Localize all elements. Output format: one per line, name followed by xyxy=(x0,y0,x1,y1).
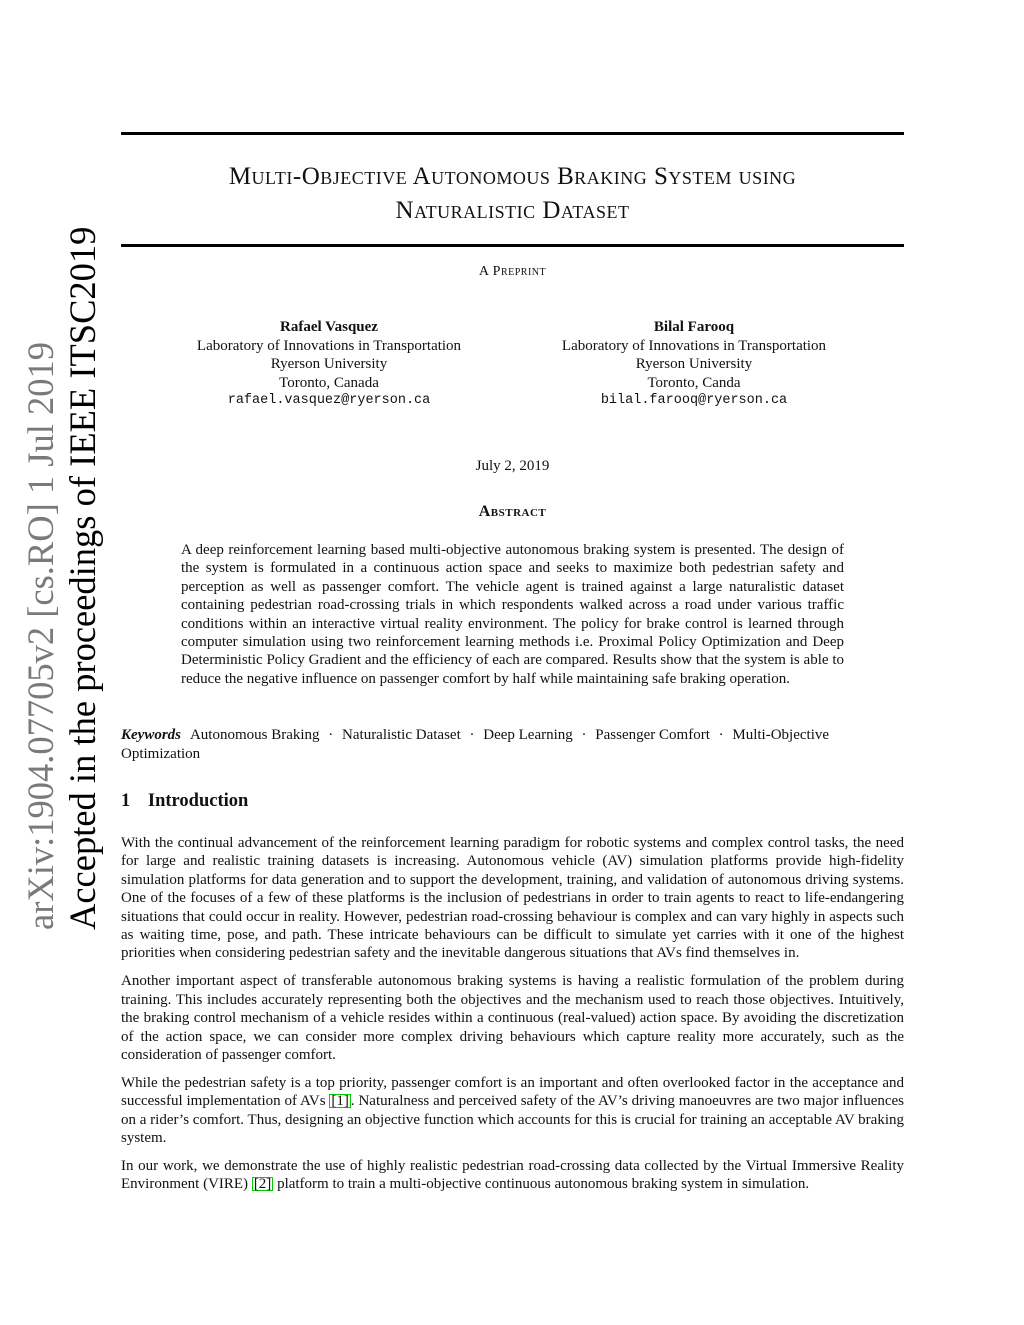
author-block-2 xyxy=(524,318,864,411)
body-paragraph-4 xyxy=(121,1157,904,1194)
abstract-text: A deep reinforcement learning based multi-objective autonomous braking system is presented. The design of the system is formulated in a continuous action space and seeks to maximize both pedestrian safety and perception as well as passenger comfort. The vehicle agent is trained against a large naturalistic dataset containing pedestrian road-crossing trials in which respondents walked across a road under various traffic conditions within an interactive virtual reality environment. The policy for brake control is learned through computer simulation using two reinforcement learning methods i.e. Proximal Policy Optimization and Deep Deterministic Policy Gradient and the efficiency of each are compared. Results show that the system is able to reduce the negative influence on passenger comfort by half while maintaining safe braking operation. xyxy=(181,542,844,687)
author-affiliation: Laboratory of Innovations in Transportation xyxy=(561,337,827,354)
author-email[interactable]: rafael.vasquez@ryerson.ca xyxy=(227,393,431,408)
abstract-heading: Abstract xyxy=(478,503,547,520)
paragraph-text: While the pedestrian safety is a top priority, passenger comfort is an important and often overlooked factor in the acceptance and successful implementation of AVs xyxy=(121,1074,904,1110)
citation-link[interactable]: [2] xyxy=(253,1176,272,1193)
paper-title-line-2: Naturalistic Dataset xyxy=(395,197,630,224)
author-university: Ryerson University xyxy=(270,356,388,372)
section-heading-introduction xyxy=(121,791,248,812)
paragraph-text: platform to train a multi-objective continuous autonomous braking system in simulation. xyxy=(273,1176,810,1193)
keyword-item: Autonomous Braking xyxy=(189,727,320,743)
author-affiliation: Laboratory of Innovations in Transportation xyxy=(196,337,462,354)
arxiv-margin-stamp xyxy=(20,227,104,930)
author-email[interactable]: bilal.farooq@ryerson.ca xyxy=(600,393,788,408)
title-rule-bottom xyxy=(121,244,904,247)
keyword-separator: · xyxy=(581,727,587,743)
paper-title xyxy=(121,160,904,228)
paragraph-text: . Naturalness and perceived safety of the AV’s driving manoeuvres are two major influences on a rider’s comfort. Thus, designing an objective function which accounts for this is crucial for training an acceptable AV braking system. xyxy=(121,1093,904,1147)
body-paragraph-3 xyxy=(121,1074,904,1148)
author-name: Bilal Farooq xyxy=(653,319,735,335)
keyword-item: Naturalistic Dataset xyxy=(342,727,461,743)
paragraph-text: In our work, we demonstrate the use of highly realistic pedestrian road-crossing data collected by the Virtual Immersive Reality Environment (VIRE) xyxy=(121,1158,904,1193)
author-university: Ryerson University xyxy=(635,356,753,372)
acceptance-note: Accepted in the proceedings of IEEE ITSC2019 xyxy=(62,226,103,930)
author-location: Toronto, Canada xyxy=(279,374,379,391)
arxiv-identifier: arXiv:1904.07705v2 [cs.RO] 1 Jul 2019 xyxy=(20,341,61,930)
keywords-label: Keywords xyxy=(121,727,181,743)
body-paragraph-1: With the continual advancement of the reinforcement learning paradigm for robotic systems and complex control tasks, the need for large and realistic training datasets is increasing. Autonomous vehicle (AV) simulation platforms provide high-fidelity simulation platforms for data generation and to support the development, training, and validation of autonomous driving systems. One of the focuses of a few of these platforms is the inclusion of pedestrians in order to train agents to react to life-endangering situations that could occur in reality. However, pedestrian road-crossing behaviour is complex and can vary highly in aspects such as waiting time, pose, and path. These intricate behaviours can be difficult to simulate yet carries with it one of the highest priorities when considering pedestrian safety and the inevitable dangerous situations that AVs find themselves in. xyxy=(121,835,904,962)
preprint-label: A Preprint xyxy=(478,264,547,279)
keyword-item: Multi-Objective Optimization xyxy=(121,727,830,762)
author-block-1 xyxy=(159,318,499,411)
keyword-separator: · xyxy=(328,727,334,743)
keyword-separator: · xyxy=(718,727,724,743)
section-number: 1 xyxy=(121,791,131,811)
keyword-separator: · xyxy=(469,727,475,743)
paper-title-line-1: Multi-Objective Autonomous Braking System using xyxy=(228,163,797,190)
author-location: Toronto, Canda xyxy=(647,374,741,391)
author-name: Rafael Vasquez xyxy=(280,319,378,335)
keyword-item: Deep Learning xyxy=(483,727,573,743)
citation-link[interactable]: [1] xyxy=(331,1093,349,1110)
section-title: Introduction xyxy=(147,791,249,811)
title-rule-top xyxy=(121,132,904,135)
body-paragraph-2: Another important aspect of transferable autonomous braking systems is having a realistic formulation of the problem during training. This includes accurately representing both the objectives and the mechanism used to reach those objectives. Intuitively, the braking control mechanism of a vehicle resides within a continuous (real-valued) action space. By avoiding the discretization of the action space, we can consider more complex driving behaviours which capture reality more accurately, such as the consideration of passenger comfort. xyxy=(121,973,904,1063)
keywords-line xyxy=(121,726,904,763)
paper-date: July 2, 2019 xyxy=(475,458,550,474)
keyword-item: Passenger Comfort xyxy=(595,727,710,743)
introduction-body xyxy=(121,834,904,1203)
